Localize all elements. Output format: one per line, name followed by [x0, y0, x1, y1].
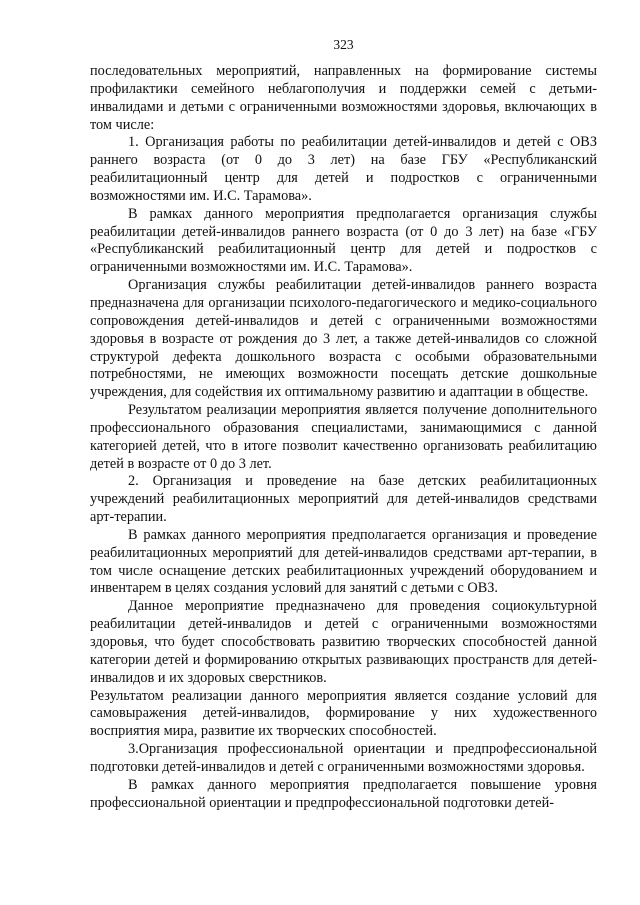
paragraph-item-2-heading: 2. Организация и проведение на базе детских реабилитационных учреждений реабилитационных мероприятий для детей-инвалидов средствами арт-терапии. [90, 473, 597, 526]
paragraph-item-1-description: В рамках данного мероприятия предполагается организация службы реабилитации детей-инвалидов раннего возраста (от 0 до 3 лет) на базе «ГБУ «Республиканский реабилитационный центр для детей и подростков с ограниченными возможностями им. И.С. Тарамова». [90, 205, 597, 276]
paragraph-item-1-purpose: Организация службы реабилитации детей-инвалидов раннего возраста предназначена для организации психолого-педагогического и медико-социального сопровождения детей-инвалидов и детей с ограниченными возможностями здоровья в возрасте от рождения до 3 лет, а также детей-инвалидов со сложной структурой дефекта дошкольного возраста с особыми образовательными потребностями, не имеющих возможности посещать детские дошкольные учреждения, для содействия их оптимальному развитию и адаптации в обществе. [90, 277, 597, 401]
paragraph-item-1-result: Результатом реализации мероприятия является получение дополнительного профессионального образования специалистами, занимающимися с данной категорией детей, что в итоге позволит качественно организовать реабилитацию детей в возрасте от 0 до 3 лет. [90, 402, 597, 472]
paragraph-item-2-purpose: Данное мероприятие предназначено для проведения социокультурной реабилитации детей-инвалидов и детей с ограниченными возможностями здоровья, что будет способствовать развитию творческих способностей данной категории детей и формированию открытых развивающих пространств для детей-инвалидов и их здоровых сверстников. [90, 598, 597, 686]
paragraph-item-1-heading: 1. Организация работы по реабилитации детей-инвалидов и детей с ОВЗ раннего возраста (от 0 до 3 лет) на базе ГБУ «Республиканский реабилитационный центр для детей и подростков с ограниченными возможностями им. И.С. Тарамова». [90, 134, 597, 204]
page-number: 323 [333, 37, 354, 52]
paragraph-intro: последовательных мероприятий, направленных на формирование системы профилактики семейного неблагополучия и поддержки семей с детьми-инвалидами и детьми с ограниченными возможностями здоровья, включающих в том числе: [90, 63, 597, 133]
document-page [90, 36, 597, 812]
paragraph-item-2-description: В рамках данного мероприятия предполагается организация и проведение реабилитационных мероприятий для детей-инвалидов средствами арт-терапии, в том числе оснащение детских реабилитационных учреждений оборудованием и инвентарем в целях создания условий для занятий с детьми с ОВЗ. [90, 526, 597, 597]
paragraph-item-3-description: В рамках данного мероприятия предполагается повышение уровня профессиональной ориентации и предпрофессиональной подготовки детей- [90, 776, 597, 811]
paragraph-item-2-result: Результатом реализации данного мероприятия является создание условий для самовыражения детей-инвалидов, формирование у них художественного восприятия мира, развитие их творческих способностей. [90, 687, 597, 740]
paragraph-item-3-heading: 3.Организация профессиональной ориентации и предпрофессиональной подготовки детей-инвалидов и детей с ограниченными возможностями здоровья. [90, 741, 597, 775]
